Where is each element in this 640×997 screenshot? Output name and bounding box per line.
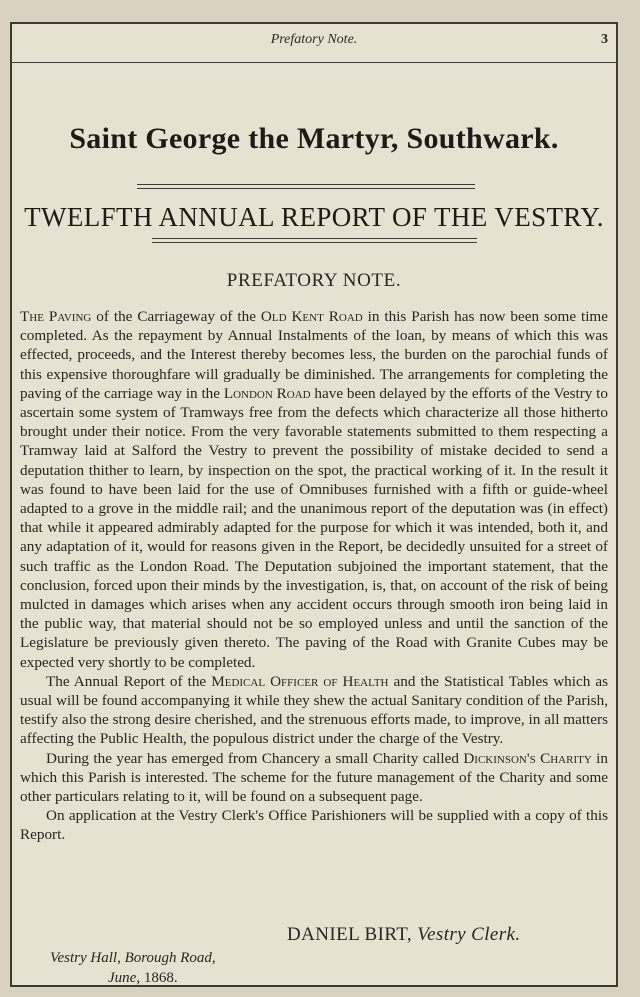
title-rule-top [137,184,475,189]
paragraph-text: have been delayed by the efforts of the Vestry to ascertain some system of Tramways free from the defects which characterize all those hitherto brought under their notice. From the very favorable statements submitted to them respecting a Tramway laid at Salford the Vestry to prevent the possibility of mistake decided to send a deputation thither to learn, by inspection on the spot, the practical working of it. In the result it was found to have been laid for the use of Omnibuses furnished with a fifth or guide-wheel adapted to a grove in the middle rail; and the unanimous report of the deputation was (in effect) that while it appeared admirably adapted for the purpose for which it was intended, both it, and any adaptation of it, would for reasons given in the Report, be decidedly unsuited for a street of such traffic as the London Road. The Deputation subjoined the important statement, that the conclusion, forced upon their minds by the investigation, is, that, on account of the risk of being mulcted in damages which arises when any accident occurs through smooth iron being laid in the public way, that material should not be so employed unless and until the sanction of the Legislature be previously given thereto. The paving of the Road with Granite Cubes may be expected very shortly to be completed. [20,384,608,671]
paragraph-copies [20,806,608,844]
paragraph-charity [20,749,608,807]
officer-title: Medical Officer of Health [211,672,389,690]
header-rule [12,62,616,63]
date-month: June, [108,970,141,986]
charity-name: Dickinson's Charity [463,749,592,767]
running-title: Prefatory Note. [270,32,358,47]
date [108,970,178,987]
parish-title: Saint George the Martyr, Southwark. [69,122,559,155]
paragraph-text: On application at the Vestry Clerk's Office Parishioners will be supplied with a copy of this Report. [20,807,608,844]
paragraph-lead: The Paving [20,308,92,325]
title-rule-bottom [152,238,477,243]
paragraph-text: During the year has emerged from Chancery a small Charity called [46,749,464,767]
section-title: PREFATORY NOTE. [226,270,402,291]
running-header [12,32,616,54]
body-text [20,307,608,845]
paragraph-paving [20,307,608,672]
paragraph-text: in which this Parish is interested. The scheme for the future management of the Charity and some other particulars relating to it, will be found on a subsequent page. [20,749,608,806]
document-page [10,22,618,987]
signatory-name: DANIEL BIRT, [287,924,413,945]
page-number: 3 [601,32,608,47]
address: Vestry Hall, Borough Road, [50,950,216,966]
road-name: Old Kent Road [260,308,363,325]
paragraph-text: and the Statistical Tables which as usual will be found accompanying it while they shew the actual Sanitary condition of the Parish, testify also the strong desire cherished, and the strenuous efforts made, to improve, in all matters affecting the Public Health, the populous district under the charge of the Vestry. [20,672,608,748]
paragraph-text: of the Carriageway of the [91,308,261,325]
signatory-role: Vestry Clerk. [417,924,521,945]
paragraph-text: in this Parish has now been some time completed. As the repayment by Annual Instalments of the loan, by means of which this was effected, proceeds, and the Interest thereby becomes less, the burden on the parochial funds of this expensive thoroughfare will gradually be diminished. The arrangements for completing the paving of the carriage way in the [20,308,608,402]
road-name: London Road [223,384,311,402]
signature [287,924,521,946]
paragraph-text: The Annual Report of the [46,672,212,690]
report-title: TWELFTH ANNUAL REPORT OF THE VESTRY. [24,202,604,232]
date-year: 1868. [143,970,178,986]
paragraph-health-report [20,672,608,749]
